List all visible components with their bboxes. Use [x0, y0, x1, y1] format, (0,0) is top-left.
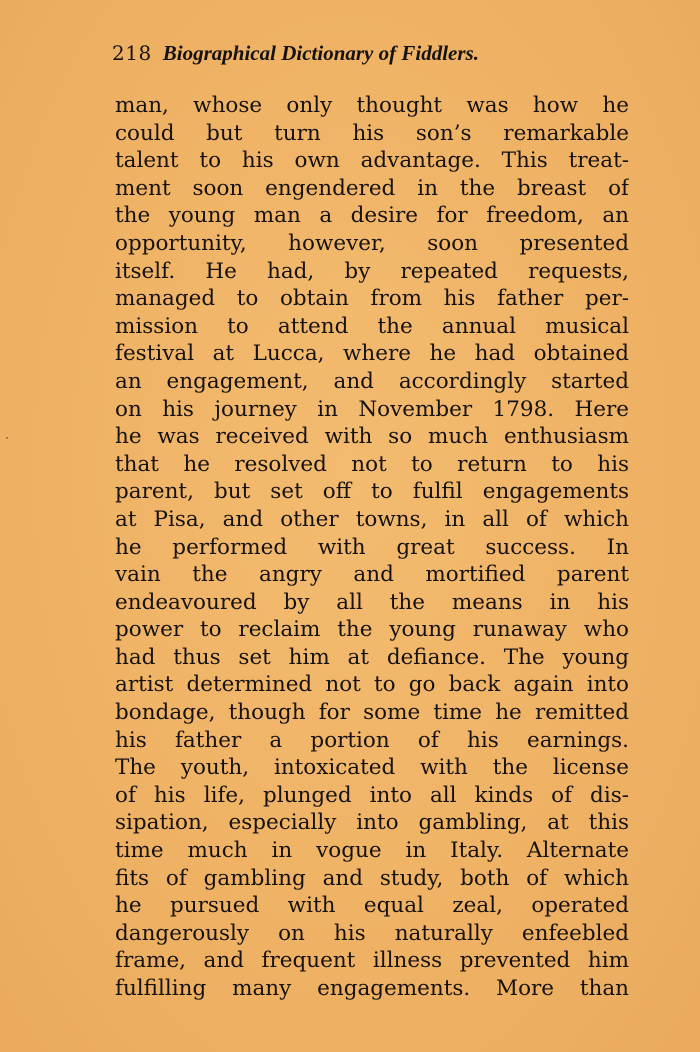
body-text	[115, 92, 629, 1022]
text-line: festival at Lucca, where he had obtained	[115, 341, 629, 367]
text-line: vain the angry and mortified parent	[115, 562, 629, 588]
text-line: bondage, though for some time he remitted	[115, 700, 629, 726]
text-line: could but turn his son’s remarkable	[115, 120, 629, 146]
text-line: sipation, especially into gambling, at this	[115, 810, 629, 836]
text-line: at Pisa, and other towns, in all of which	[115, 506, 629, 532]
text-line: frame, and frequent illness prevented him	[115, 948, 629, 974]
text-line: itself. He had, by repeated requests,	[115, 258, 629, 284]
text-line: man, whose only thought was how he	[115, 93, 629, 118]
text-line: opportunity, however, soon presented	[115, 230, 629, 256]
running-title: Biographical Dictionary of Fiddlers.	[162, 41, 479, 65]
text-line: he was received with so much enthusiasm	[115, 424, 629, 450]
text-line: artist determined not to go back again into	[115, 672, 629, 698]
text-line: an engagement, and accordingly started	[115, 368, 629, 394]
text-line: his father a portion of his earnings.	[115, 727, 629, 753]
text-line: managed to obtain from his father per-	[115, 286, 629, 312]
page-number: 218	[112, 41, 152, 65]
text-line: time much in vogue in Italy. Alternate	[115, 838, 629, 864]
text-line: of his life, plunged into all kinds of dis-	[115, 782, 629, 808]
text-line: dangerously on his naturally enfeebled	[115, 920, 629, 946]
text-line: fulfilling many engagements. More than	[115, 976, 629, 1001]
text-line: on his journey in November 1798. Here	[115, 396, 629, 422]
text-line: talent to his own advantage. This treat-	[115, 148, 629, 174]
text-line: he performed with great success. In	[115, 534, 629, 560]
text-line: that he resolved not to return to his	[115, 451, 629, 477]
text-line: had thus set him at defiance. The young	[115, 644, 629, 670]
text-line: ment soon engendered in the breast of	[115, 175, 629, 201]
text-line: parent, but set off to fulfil engagements	[115, 479, 629, 505]
text-line: fits of gambling and study, both of which	[115, 865, 629, 891]
text-line: The youth, intoxicated with the license	[115, 755, 629, 781]
text-line: mission to attend the annual musical	[115, 313, 629, 339]
text-line: the young man a desire for freedom, an	[115, 203, 629, 229]
text-line: endeavoured by all the means in his	[115, 589, 629, 615]
text-line: he pursued with equal zeal, operated	[115, 893, 629, 919]
text-line: power to reclaim the young runaway who	[115, 617, 629, 643]
page-header	[112, 41, 592, 73]
paper-speck	[6, 437, 8, 439]
